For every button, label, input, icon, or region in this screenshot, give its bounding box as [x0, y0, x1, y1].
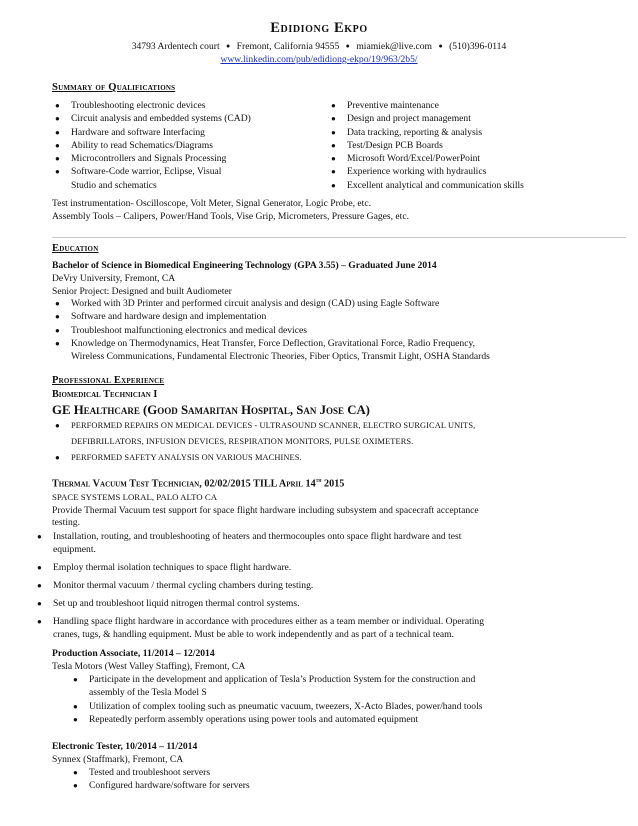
- bullet-icon: ●: [37, 599, 42, 608]
- bullet-icon: ●: [37, 617, 42, 626]
- bullet-separator: ●: [226, 42, 231, 50]
- job2-description-cont: testing.: [52, 517, 80, 528]
- bullet-icon: ●: [55, 325, 60, 335]
- bullet-icon: ●: [55, 114, 60, 124]
- list-item: ● Repeatedly perform assembly operations using power tools and automated equipment: [73, 713, 419, 725]
- list-item: ● Design and project management: [331, 113, 471, 125]
- address: 34793 Ardentech court: [131, 41, 220, 52]
- list-item: ● Installation, routing, and troubleshooting of heaters and thermocouples onto space flight hardware and test: [37, 531, 462, 542]
- list-item: ● Software-Code warrior, Eclipse, Visual: [55, 166, 222, 178]
- section-divider: [52, 237, 626, 238]
- bullet-icon: ●: [73, 675, 78, 684]
- list-item: ● Preventive maintenance: [331, 100, 439, 111]
- experience-heading: Professional Experience: [52, 375, 165, 386]
- city: Fremont, California 94555: [236, 41, 340, 52]
- bullet-icon: ●: [331, 167, 336, 177]
- list-item: ● Microsoft Word/Excel/PowerPoint: [331, 153, 481, 165]
- senior-project-line: Senior Project: Designed and built Audiometer: [52, 286, 232, 297]
- bullet-icon: ●: [55, 127, 60, 137]
- list-item: ● Knowledge on Thermodynamics, Heat Transfer, Force Deflection, Gravitational Force, Radio Frequency,: [55, 337, 476, 349]
- list-item: ● Employ thermal isolation techniques to space flight hardware.: [37, 562, 292, 573]
- bullet-icon: ●: [73, 781, 78, 791]
- education-heading: Education: [52, 243, 99, 254]
- job2-description: Provide Thermal Vacuum test support for space flight hardware including subsystem and spacecraft acceptance: [52, 505, 479, 516]
- bullet-icon: ●: [55, 299, 60, 308]
- school-line: DeVry University, Fremont, CA: [52, 273, 176, 284]
- bullet-separator: ●: [438, 42, 443, 50]
- list-item: ● Configured hardware/software for servers: [73, 780, 250, 792]
- list-item: ● PERFORMED SAFETY ANALYSIS ON VARIOUS MACHINES.: [52, 450, 632, 466]
- list-item: ● Handling space flight hardware in accordance with procedures either as a team member or individual. Operating: [37, 616, 485, 627]
- linkedin-link[interactable]: www.linkedin.com/pub/edidiong-ekpo/19/963/2b5/: [220, 54, 418, 65]
- bullet-icon: ●: [73, 768, 78, 777]
- job1-title: Biomedical Technician I: [52, 389, 158, 400]
- bullet-separator: ●: [345, 42, 350, 50]
- job2-company: SPACE SYSTEMS LORAL, PALO ALTO CA: [52, 492, 218, 502]
- list-item: ● Participate in the development and application of Tesla’s Production System for the construction and: [73, 674, 476, 685]
- assembly-tools-line: Assembly Tools – Calipers, Power/Hand Tools, Vise Grip, Micrometers, Pressure Gages, etc.: [52, 211, 409, 222]
- candidate-name: Edidiong Ekpo: [270, 20, 368, 36]
- list-item: ● Test/Design PCB Boards: [331, 139, 443, 151]
- bullet-icon: ●: [55, 101, 60, 110]
- job1-employer: GE Healthcare (Good Samaritan Hospital, San Jose CA): [52, 403, 370, 417]
- education-list: [52, 297, 632, 363]
- list-item-continuation: DEFIBRILLATORS, INFUSION DEVICES, RESPIRATION MONITORS, PULSE OXIMETERS.: [71, 437, 414, 446]
- bullet-icon: ●: [73, 701, 78, 711]
- bullet-icon: ●: [55, 312, 60, 322]
- bullet-icon: ●: [37, 563, 42, 572]
- summary-heading: Summary of Qualifications: [52, 82, 176, 93]
- list-item: ● Excellent analytical and communication skills: [331, 179, 524, 191]
- bullet-icon: ●: [55, 421, 60, 430]
- list-item: ● Data tracking, reporting & analysis: [331, 126, 483, 138]
- contact-line: [0, 41, 638, 52]
- bullet-icon: ●: [55, 140, 60, 150]
- list-item: ● Experience working with hydraulics: [331, 166, 487, 178]
- job4-title: Electronic Tester, 10/2014 – 11/2014: [52, 741, 198, 752]
- bullet-icon: ●: [331, 127, 336, 137]
- test-instrumentation-line: Test instrumentation- Oscilloscope, Volt Meter, Signal Generator, Logic Probe, etc.: [52, 198, 371, 209]
- job3-title: Production Associate, 11/2014 – 12/2014: [52, 648, 215, 659]
- bullet-icon: ●: [331, 154, 336, 164]
- list-item: ● Troubleshooting electronic devices: [55, 100, 206, 111]
- job3-company: Tesla Motors (West Valley Staffing), Fremont, CA: [52, 661, 246, 672]
- bullet-icon: ●: [331, 140, 336, 150]
- list-item: ● Tested and troubleshoot servers: [73, 767, 211, 778]
- bullet-icon: ●: [331, 101, 336, 110]
- list-item: ● Ability to read Schematics/Diagrams: [55, 139, 214, 151]
- job2-title: Thermal Vacuum Test Technician, 02/02/2015 TILL April 14th 2015: [52, 478, 345, 490]
- list-item: ● Worked with 3D Printer and performed circuit analysis and design (CAD) using Eagle Software: [55, 298, 440, 309]
- list-item: ● Troubleshoot malfunctioning electronics and medical devices: [55, 324, 307, 336]
- list-item: ● Microcontrollers and Signals Processing: [55, 153, 227, 165]
- list-item: ● Set up and troubleshoot liquid nitrogen thermal control systems.: [37, 598, 300, 609]
- job2-list: [34, 530, 634, 641]
- list-item-continuation: equipment.: [53, 544, 96, 555]
- bullet-icon: ●: [55, 167, 60, 177]
- bullet-icon: ●: [73, 714, 78, 724]
- list-item: ● PERFORMED REPAIRS ON MEDICAL DEVICES - ULTRASOUND SCANNER, ELECTRO SURGICAL UNITS,: [52, 418, 632, 434]
- list-item: ● Monitor thermal vacuum / thermal cycling chambers during testing.: [37, 580, 314, 591]
- job3-list: [70, 673, 630, 726]
- list-item-continuation: assembly of the Tesla Model S: [89, 687, 207, 699]
- job1-list: [52, 418, 632, 466]
- list-item: ● Circuit analysis and embedded systems (CAD): [55, 113, 251, 125]
- email[interactable]: miamiek@live.com: [356, 41, 433, 52]
- summary-right-list: [328, 99, 628, 192]
- phone: (510)396-0114: [449, 41, 507, 52]
- list-item-continuation: Wireless Communications, Fundamental Electronic Theories, Fiber Optics, Transmit Light, OSHA Standards: [71, 351, 490, 363]
- bullet-icon: ●: [55, 154, 60, 164]
- bullet-icon: ●: [55, 453, 60, 462]
- job4-company: Synnex (Staffmark), Fremont, CA: [52, 754, 184, 765]
- bullet-icon: ●: [37, 581, 42, 590]
- list-item: ● Utilization of complex tooling such as pneumatic vacuum, tweezers, X-Acto Blades, power/hand tools: [73, 700, 483, 712]
- bullet-icon: ●: [331, 180, 336, 190]
- list-item-continuation: Studio and schematics: [71, 179, 157, 191]
- list-item: ● Hardware and software Interfacing: [55, 126, 205, 138]
- list-item: ● Software and hardware design and implementation: [55, 311, 267, 323]
- bullet-icon: ●: [55, 338, 60, 348]
- bullet-icon: ●: [37, 532, 42, 541]
- degree-line: Bachelor of Science in Biomedical Engineering Technology (GPA 3.55) – Graduated June 2014: [52, 260, 437, 271]
- job4-list: [70, 766, 630, 793]
- bullet-icon: ●: [331, 114, 336, 124]
- list-item-continuation: cranes, tugs, & handling equipment. Must be able to work independently and as part of a technical team.: [53, 629, 454, 640]
- summary-left-list: [52, 99, 322, 192]
